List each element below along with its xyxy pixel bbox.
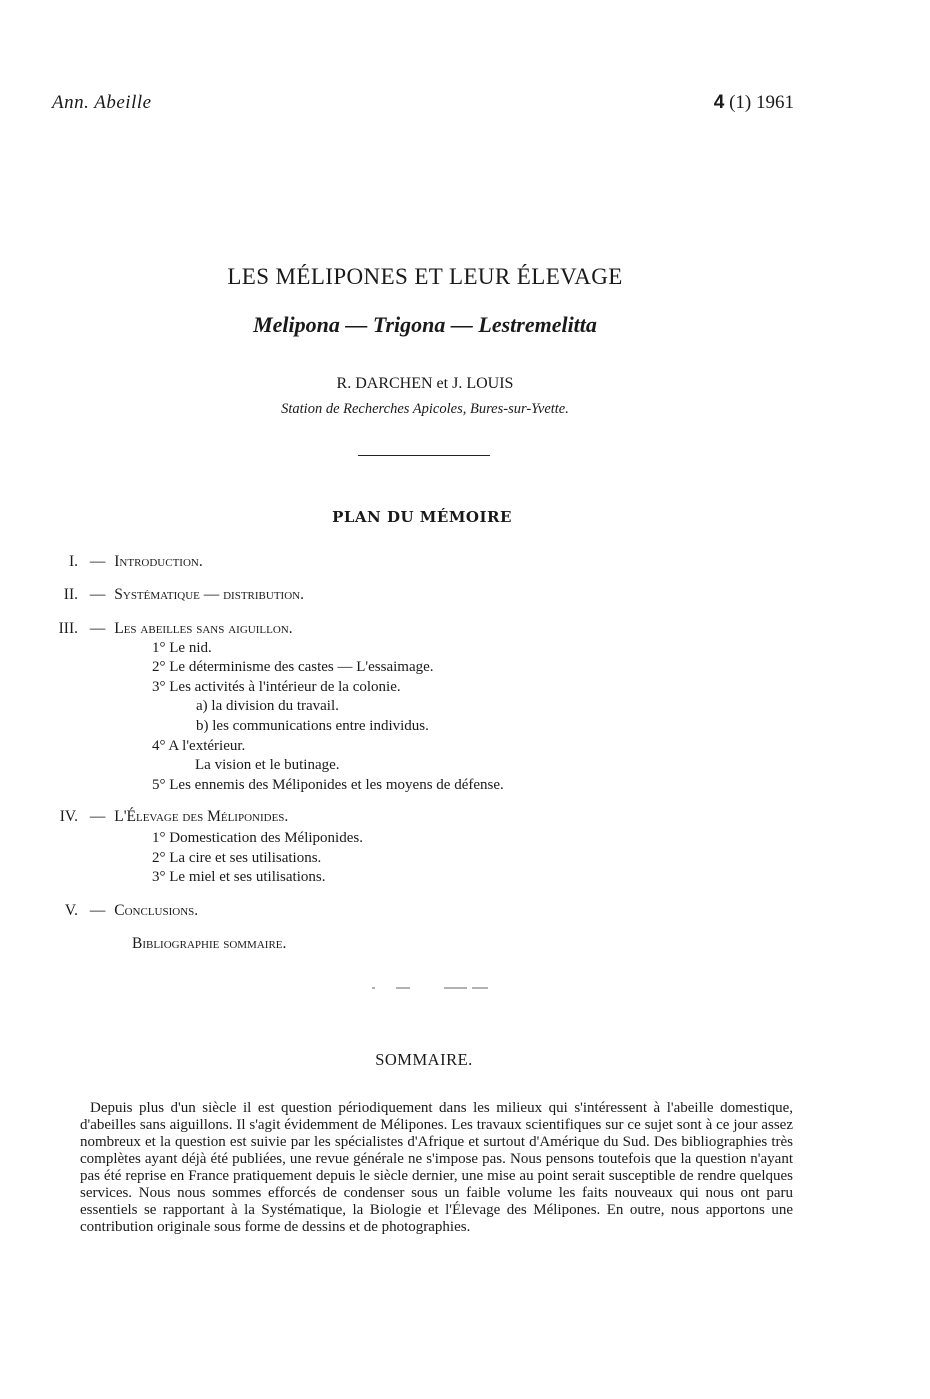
toc-item: 4° A l'extérieur. — [152, 738, 246, 754]
toc-dash: — — [89, 620, 106, 637]
toc-bibliography: Bibliographie sommaire. — [132, 935, 287, 952]
toc-num: I. — [68, 553, 78, 570]
toc-dash: — — [89, 553, 106, 570]
toc-dash: — — [89, 586, 106, 603]
paper-subtitle: Melipona — Trigona — Lestremelitta — [253, 312, 597, 337]
toc-title: Introduction. — [114, 553, 203, 570]
toc-num: IV. — [59, 808, 78, 825]
year: 1961 — [756, 92, 794, 113]
journal-name: Ann. Abeille — [52, 92, 152, 113]
toc-subitem: La vision et le butinage. — [195, 757, 340, 773]
toc-section-4 — [8, 807, 288, 827]
toc-item: 3° Les activités à l'intérieur de la colonie. — [152, 679, 401, 695]
toc-num: II. — [63, 586, 78, 603]
issue-number: (1) — [729, 92, 752, 113]
toc-subitem: a) la division du travail. — [196, 698, 339, 714]
toc-item: 2° La cire et ses utilisations. — [152, 850, 322, 866]
toc-item: 5° Les ennemis des Méliponides et les moyens de défense. — [152, 777, 504, 793]
toc-item: 3° Le miel et ses utilisations. — [152, 869, 326, 885]
toc-section-2 — [8, 585, 304, 605]
paper-title: LES MÉLIPONES ET LEUR ÉLEVAGE — [227, 264, 623, 289]
separator-rule — [358, 455, 490, 456]
toc-num: III. — [58, 620, 78, 637]
toc-dash: — — [89, 808, 106, 825]
toc-subitem: b) les communications entre individus. — [196, 718, 429, 734]
toc-title: L'Élevage des Méliponides. — [114, 808, 289, 825]
affiliation: Station de Recherches Apicoles, Bures-sur-Yvette. — [281, 401, 569, 417]
toc-item: 2° Le déterminisme des castes — L'essaimage. — [152, 659, 434, 675]
toc-section-5 — [8, 901, 198, 921]
toc-num: V. — [64, 902, 78, 919]
toc-title: Systématique — distribution. — [114, 586, 304, 603]
toc-section-1 — [8, 552, 203, 572]
plan-title: PLAN DU MÉMOIRE — [332, 508, 512, 526]
toc-item: 1° Domestication des Méliponides. — [152, 830, 363, 846]
toc-dash: — — [89, 902, 106, 919]
toc-item: 1° Le nid. — [152, 640, 212, 656]
toc-title: Conclusions. — [114, 902, 199, 919]
journal-issue — [714, 92, 794, 114]
separator-dashes — [372, 985, 490, 991]
sommaire-heading: SOMMAIRE. — [375, 1050, 473, 1069]
abstract-paragraph: Depuis plus d'un siècle il est question périodiquement dans les milieux qui s'intéressent à l'abeille domestique, d'abeilles sans aiguillons. Il s'agit évidemment de Mélipones. Les travaux scientifiques sur ce sujet sont à ce jour assez nombreux et la question est suivie par les spécialistes d'Afrique et surtout d'Amérique du Sud. Des bibliographies très complètes ayant déjà été publiées, une revue générale ne s'impose pas. Nous pensons toutefois que la question n'ayant pas été reprise en France pratiquement depuis le siècle dernier, une mise au point serait susceptible de rendre quelques services. Nous nous sommes efforcés de condenser sous un faible volume les faits nouveaux qui nous ont paru essentiels se rapportant à la Systématique, la Biologie et l'Élevage des Mélipones. En outre, nous apportons une contribution originale sous forme de dessins et de photographies. — [80, 1100, 793, 1235]
volume-number: 4 — [713, 92, 725, 113]
authors: R. DARCHEN et J. LOUIS — [336, 375, 514, 392]
toc-title: Les abeilles sans aiguillon. — [114, 620, 293, 637]
toc-section-3 — [8, 619, 293, 639]
